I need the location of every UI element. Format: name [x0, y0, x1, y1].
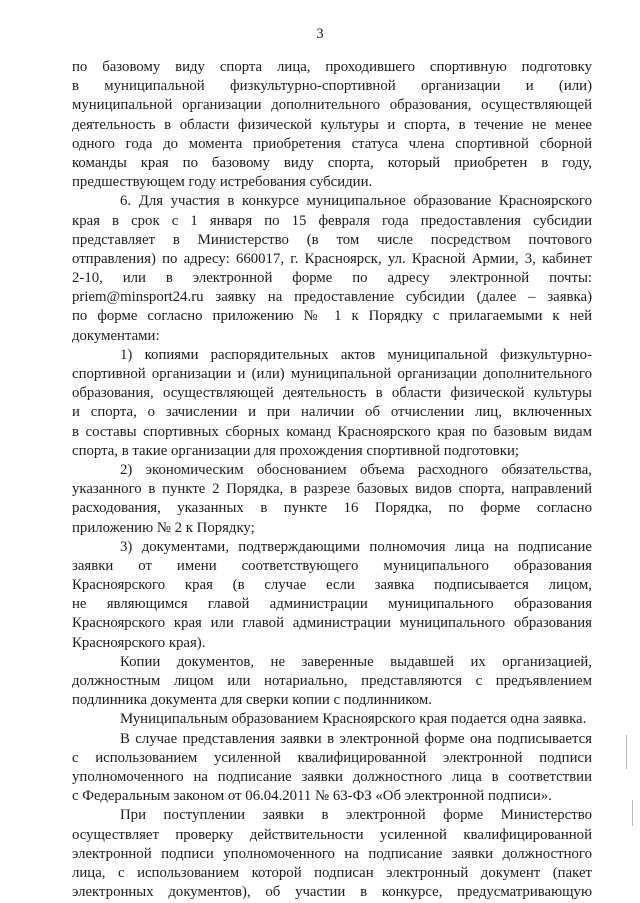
text-line: по форме согласно приложению № 1 к Порядку с прилагаемыми к ней: [72, 308, 592, 325]
text-line: электронной подписи уполномоченного на подписание заявки должностного: [72, 845, 592, 862]
text-line: приложению № 2 к Порядку;: [72, 519, 255, 536]
text-line: по базовому виду спорта лица, проходившего спортивную подготовку: [72, 59, 592, 75]
text-line: заявки от имени соответствующего муниципального образования: [72, 557, 592, 574]
text-line: деятельность в области физической культуры и спорта, в течение не менее: [72, 116, 592, 133]
text-line: одного года до момента приобретения статуса члена спортивной сборной: [72, 135, 592, 152]
text-line: Муниципальным образованием Красноярского края подается одна заявка.: [120, 711, 587, 728]
text-line: priem@minsport24.ru заявку на предоставление субсидии (далее – заявка): [72, 289, 592, 306]
text-line: В случае представления заявки в электронной форме она подписывается: [120, 730, 592, 747]
text-line: с использованием усиленной квалифицированной электронной подписи: [72, 749, 592, 766]
text-line: в муниципальной физкультурно-спортивной организации и (или): [72, 78, 592, 95]
text-line: лица, с использованием которой подписан электронный документ (пакет: [72, 864, 592, 881]
text-line: 2) экономическим обоснованием объема расходного обязательства,: [120, 461, 592, 478]
text-line: электронных документов), об участии в конкурсе, предусматривающую: [72, 884, 592, 901]
text-line: подлинника документа для сверки копии с подлинником.: [72, 692, 432, 709]
text-line: и спорта, о зачислении и при наличии об отчислении лиц, включенных: [72, 404, 592, 421]
text-line: документами:: [72, 327, 160, 344]
text-line: в составы спортивных сборных команд Красноярского края по базовым видам: [72, 423, 592, 440]
text-line: расходования, указанных в пункте 16 Порядка, по форме согласно: [72, 500, 592, 517]
page-number: 3: [316, 26, 324, 42]
text-line: отправления) по адресу: 660017, г. Красноярск, ул. Красной Армии, 3, кабинет: [72, 250, 592, 267]
text-line: команды края по базовому виду спорта, который приобретен в году,: [72, 154, 592, 171]
text-line: 1) копиями распорядительных актов муниципальной физкультурно-: [120, 346, 592, 363]
body-text: [72, 58, 592, 902]
scan-margin-mark: [626, 735, 627, 769]
text-line: Красноярского края).: [72, 634, 206, 651]
text-line: края в срок с 1 января по 15 февраля года предоставления субсидии: [72, 212, 592, 229]
text-line: уполномоченного на подписание заявки должностного лица в соответствии: [72, 768, 592, 785]
text-line: 2-10, или в электронной форме по адресу электронной почты:: [72, 270, 592, 287]
text-line: 3) документами, подтверждающими полномочия лица на подписание: [120, 538, 592, 555]
text-line: спорта, в такие организации для прохождения спортивной подготовки;: [72, 442, 519, 459]
text-line: Красноярского края (в случае если заявка подписывается лицом,: [72, 577, 592, 594]
text-line: с Федеральным законом от 06.04.2011 № 63-ФЗ «Об электронной подписи».: [72, 788, 552, 805]
text-line: спортивной организации и (или) муниципальной организации дополнительного: [72, 366, 592, 382]
text-line: Красноярского края или главой администрации муниципального образования: [72, 615, 592, 632]
text-line: 6. Для участия в конкурсе муниципальное образование Красноярского: [120, 193, 592, 210]
text-line: муниципальной организации дополнительного образования, осуществляющей: [72, 97, 592, 114]
scan-margin-mark: [632, 800, 633, 826]
text-line: образования, осуществляющей деятельность в области физической культуры: [72, 385, 592, 402]
text-line: должностным лицом или нотариально, представляются с предъявлением: [72, 673, 592, 689]
text-line: не являющимся главой администрации муниципального образования: [72, 596, 592, 613]
text-line: предшествующем году истребования субсидии.: [72, 174, 373, 191]
text-line: При поступлении заявки в электронной форме Министерство: [120, 807, 592, 824]
text-line: представляет в Министерство (в том числе посредством почтового: [72, 231, 592, 248]
text-line: указанного в пункте 2 Порядка, в разрезе базовых видов спорта, направлений: [72, 481, 592, 498]
text-line: Копии документов, не заверенные выдавшей их организацией,: [120, 653, 592, 670]
text-line: осуществляет проверку действительности усиленной квалифицированной: [72, 826, 592, 843]
